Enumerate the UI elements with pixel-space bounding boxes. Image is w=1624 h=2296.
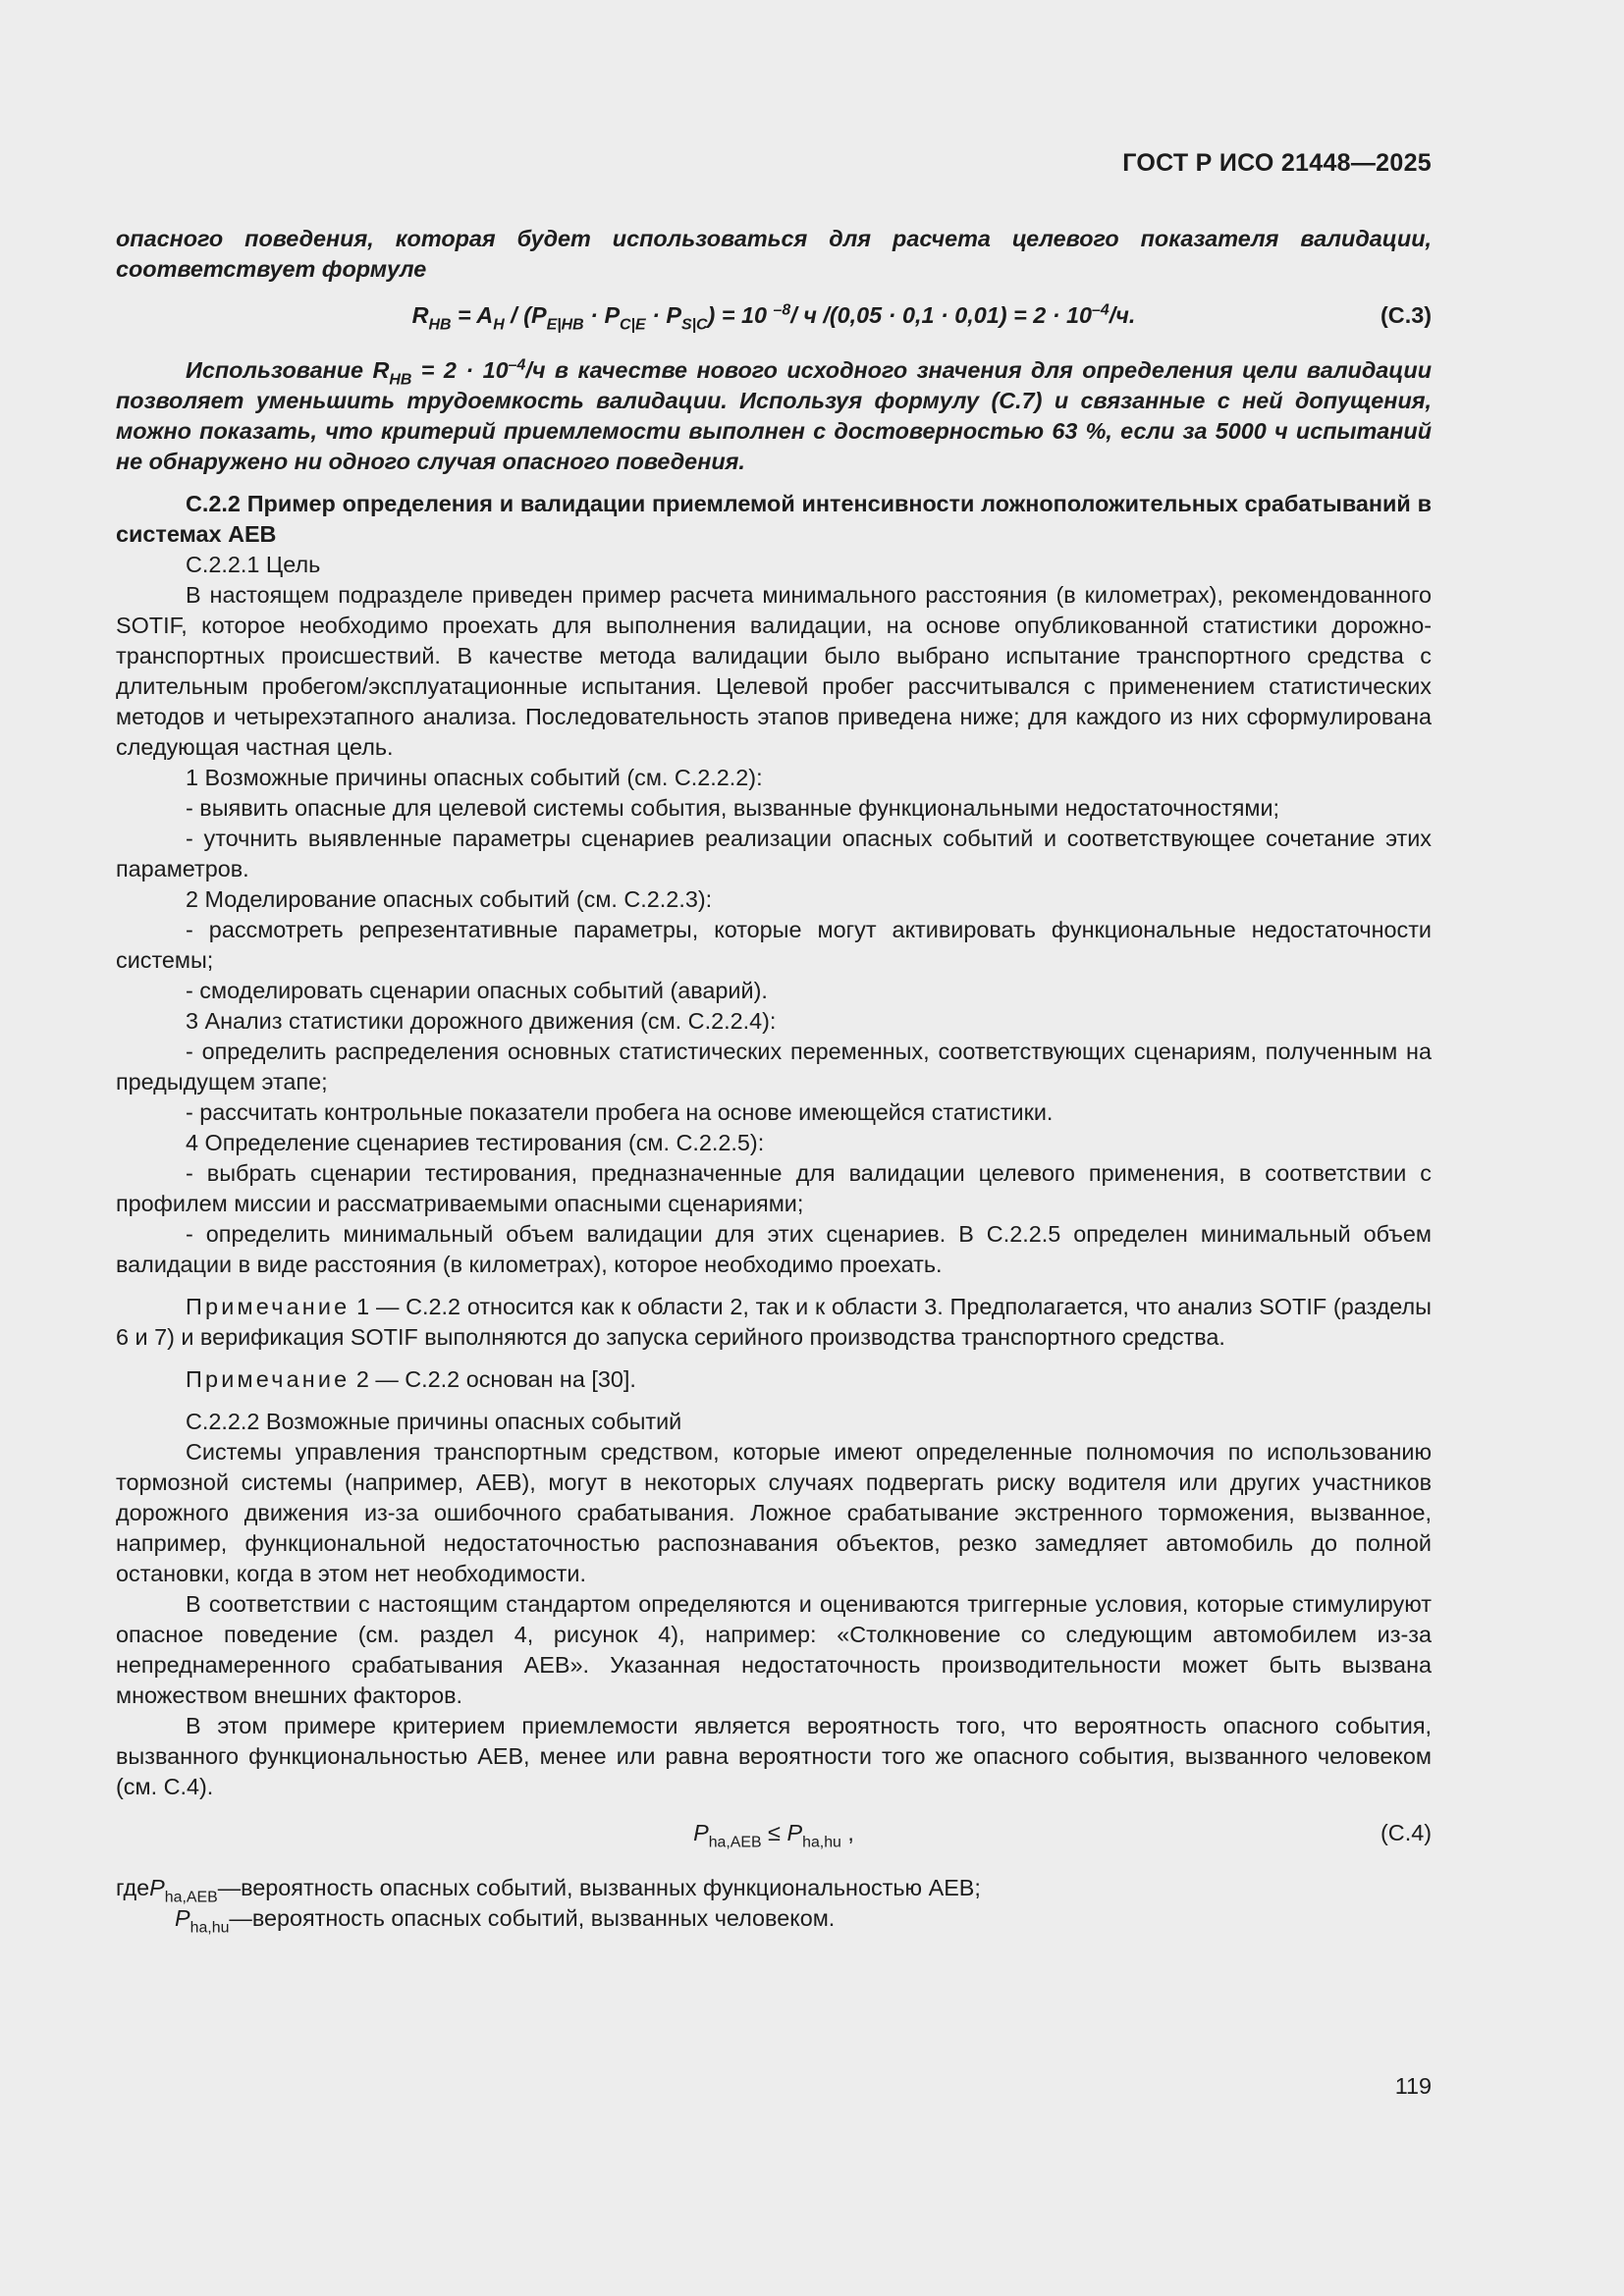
note-1: Примечание 1 — C.2.2 относится как к области 2, так и к области 3. Предполагается, что анализ SOTIF (разделы 6 и 7) и верификация SOTIF выполняются до запуска серийного производства транспортного средства. [116,1294,1432,1350]
list-item: - рассмотреть репрезентативные параметры, которые могут активировать функциональные недостаточности системы; [116,917,1432,973]
where-item: где $P_{ha,AEB}$ — вероятность опасных событий, вызванных функциональностью AEB; [116,1875,981,1906]
formula-c3-number: (C.3) [1380,302,1432,328]
list-item: 1 Возможные причины опасных событий (см. C.2.2.2): [186,765,763,790]
list-item: 4 Определение сценариев тестирования (см. C.2.2.5): [186,1130,765,1155]
paragraph-c221-intro: В настоящем подразделе приведен пример расчета минимального расстояния (в километрах), рекомендованного SOTIF, которое необходимо проехать для выполнения валидации, на основе опубликованной статистики дорожно-транспортных происшествий. В качестве метода валидации было выбрано испытание транспортного средства с длительным пробегом/эксплуатационные испытания. Целевой пробег рассчитывался с применением статистических методов и четырехэтапного анализа. Последовательность этапов приведена ниже; для каждого из них сформулирована следующая частная цель. [116,582,1432,760]
where-list [116,1873,1432,1937]
formula-c4 [116,1818,1432,1857]
list-item: 2 Моделирование опасных событий (см. C.2.2.3): [186,886,713,912]
paragraph-c222-criterion: В этом примере критерием приемлемости является вероятность того, что вероятность опасного события, вызванного функциональностью AEB, менее или равна вероятности того же опасного события, вызванного человеком (см. C.4). [116,1713,1432,1799]
document-page [116,0,1432,2296]
page-number: 119 [1394,2073,1432,2099]
document-header: ГОСТ Р ИСО 21448—2025 [1122,149,1432,177]
heading-c22: C.2.2 Пример определения и валидации приемлемой интенсивности ложноположительных срабатываний в системах AEB [116,491,1432,547]
where-item: $P_{ha,hu}$ — вероятность опасных событий, вызванных человеком. [175,1905,836,1937]
list-item: - выявить опасные для целевой системы события, вызванные функциональными недостаточностями; [186,795,1280,821]
formula-c4-number: (C.4) [1380,1820,1432,1845]
heading-c222: C.2.2.2 Возможные причины опасных событий [186,1409,682,1434]
document-body [116,224,1432,1937]
list-item: - выбрать сценарии тестирования, предназначенные для валидации целевого применения, в соответствии с профилем миссии и рассматриваемыми опасными сценариями; [116,1160,1432,1216]
note-2: Примечание 2 — C.2.2 основан на [30]. [186,1366,636,1392]
list-item: - определить распределения основных статистических переменных, соответствующих сценариям, полученным на предыдущем этапе; [116,1039,1432,1095]
formula-c4-expression: $P_{ha,AEB} \le P_{ha,hu}$ , [693,1820,854,1851]
heading-c221: C.2.2.1 Цель [186,552,321,577]
list-item: 3 Анализ статистики дорожного движения (см. C.2.2.4): [186,1008,777,1034]
list-item: - определить минимальный объем валидации для этих сценариев. В C.2.2.5 определен минимальный объем валидации в виде расстояния (в километрах), которое необходимо проехать. [116,1221,1432,1277]
formula-c3-expression: $R_{HB} = A_H / (P_{E|HB} \cdot P_{C|E} \cdot P_{S|C}) = 10$ $^{-8}$/ ч $/(0,05 \cdot 0,1 \cdot 0,01) = 2 \cdot 10^{-4}/ч$. [411,301,1136,334]
list-item: - уточнить выявленные параметры сценариев реализации опасных событий и соответствующее сочетание этих параметров. [116,826,1432,881]
paragraph-c222-triggers: В соответствии с настоящим стандартом определяются и оцениваются триггерные условия, которые стимулируют опасное поведение (см. раздел 4, рисунок 4), например: «Столкновение со следующим автомобилем из-за непреднамеренного срабатывания AEB». Указанная недостаточность производительности может быть вызвана множеством внешних факторов. [116,1591,1432,1708]
list-item: - смоделировать сценарии опасных событий (аварий). [186,978,768,1003]
list-item: - рассчитать контрольные показатели пробега на основе имеющейся статистики. [186,1099,1054,1125]
paragraph-formula-intro: опасного поведения, которая будет использоваться для расчета целевого показателя валидации, соответствует формуле [116,226,1432,282]
paragraph-c222-systems: Системы управления транспортным средством, которые имеют определенные полномочия по использованию тормозной системы (например, AEB), могут в некоторых случаях подвергать риску водителя или других участников дорожного движения из-за ошибочного срабатывания. Ложное срабатывание экстренного торможения, вызванное, например, функциональной недостаточностью распознавания объектов, резко замедляет автомобиль до полной остановки, когда в этом нет необходимости. [116,1439,1432,1586]
paragraph-rhb-usage: Использование $R_{HB} = 2 \cdot 10^{-4}/ч$ в качестве нового исходного значения для определения цели валидации позволяет уменьшить трудоемкость валидации. Используя формулу (C.7) и связанные с ней допущения, можно показать, что критерий приемлемости выполнен с достоверностью 63 %, если за 5000 ч испытаний не обнаружено ни одного случая опасного поведения. [116,356,1432,474]
formula-c3 [116,300,1432,340]
